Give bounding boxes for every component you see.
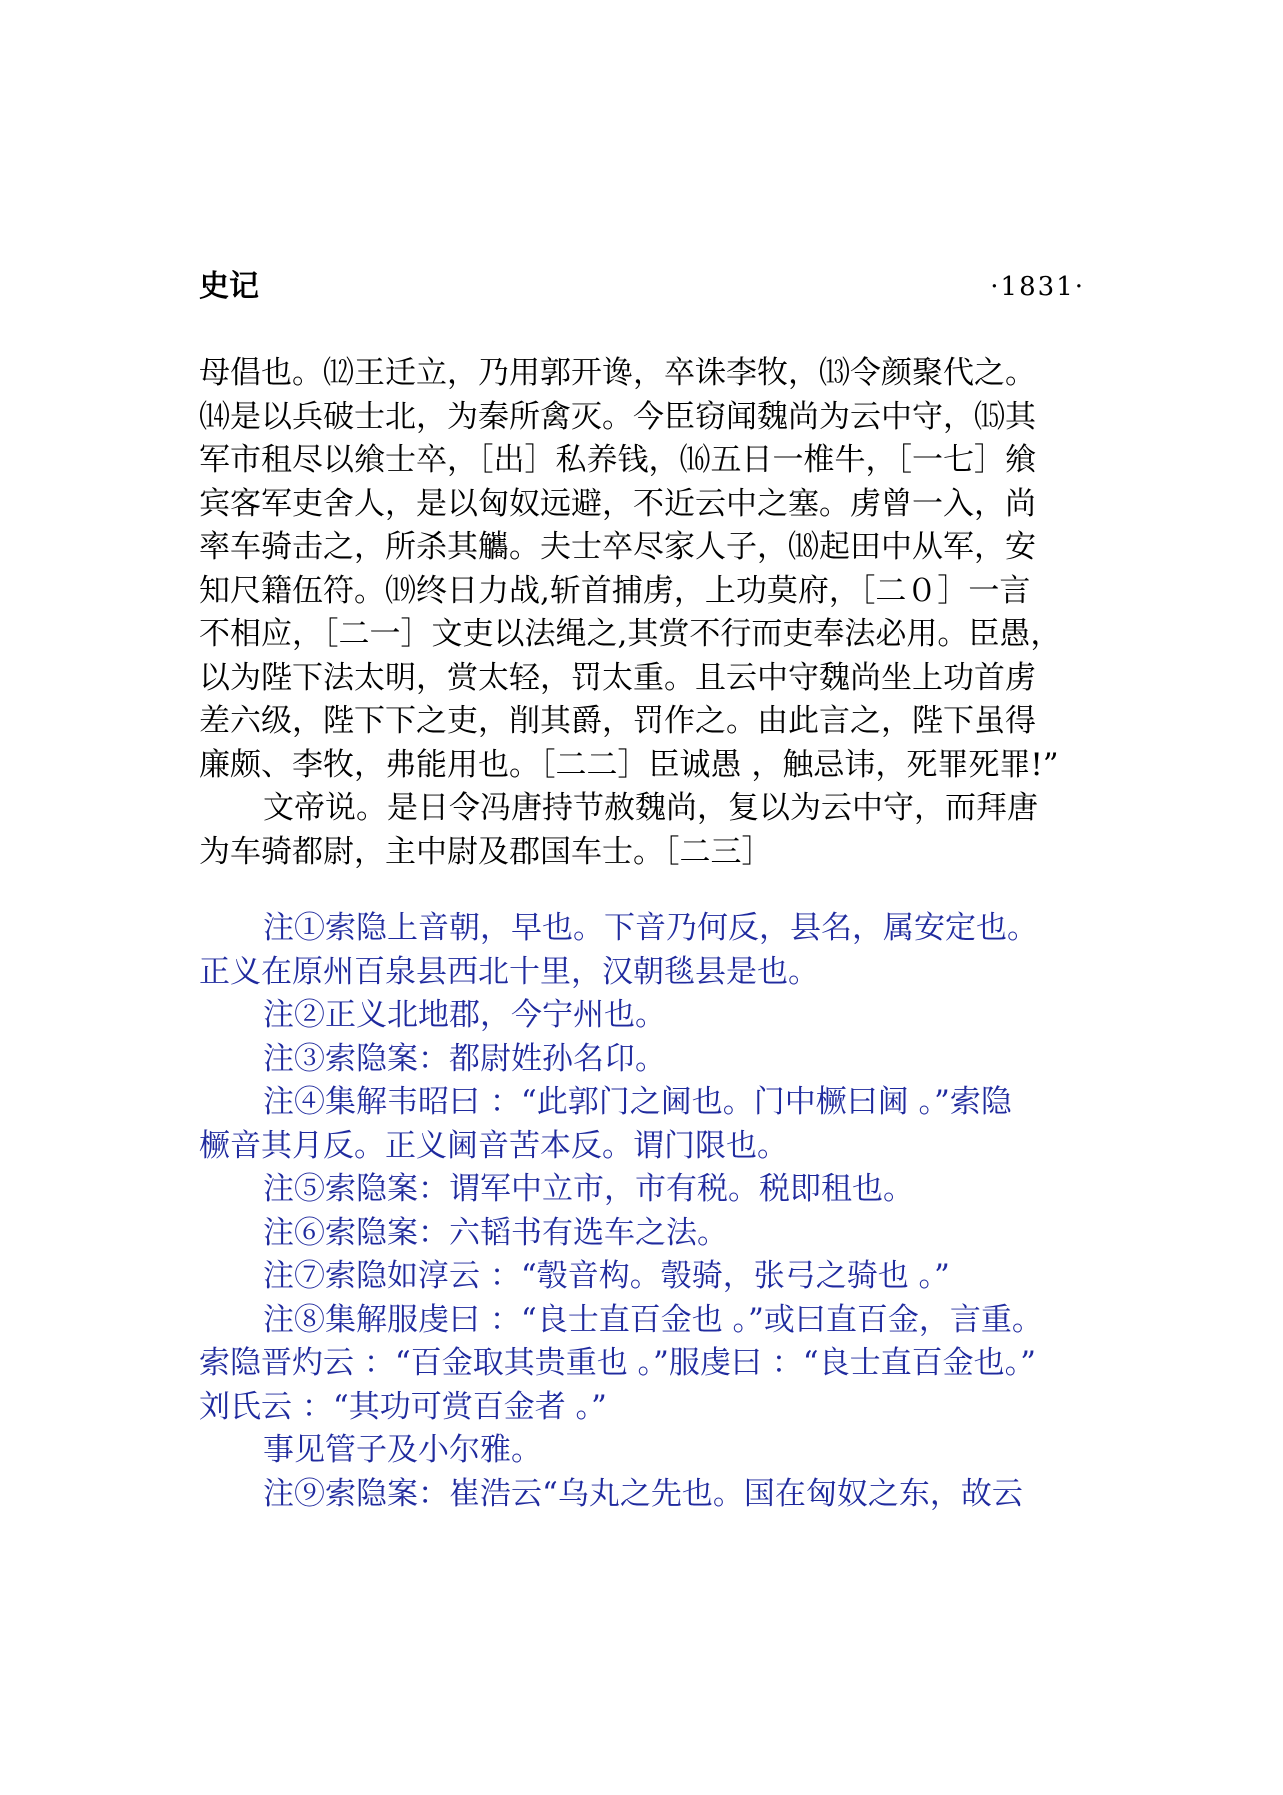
annotation-line: 注⑧集解服虔曰 ：“良士直百金也 。”或曰直百金，言重。 [263,1301,1043,1338]
annotation-line: 注③索隐案：都尉姓孙名卬。 [263,1040,666,1077]
annotation-line: 注①索隐上音朝，早也。下音乃何反，县名，属安定也。 [263,910,1038,946]
main-text-line: ⒁是以兵破士北，为秦所禽灭。今臣窃闻魏尚为云中守，⒂其 [199,398,1036,435]
main-text-line: 廉颇、李牧，弗能用也。［二二］臣诚愚 ，触忌讳，死罪死罪!” [199,746,1059,783]
main-text-line: 率车骑击之，所杀其觿。夫士卒尽家人子，⒅起田中从军，安 [199,529,1036,565]
annotation-line: 索隐晋灼云 ：“百金取其贵重也 。”服虔曰 ：“良士直百金也。” [199,1345,1036,1381]
annotation-line: 事见管子及小尔雅。 [263,1432,542,1468]
annotation-line: 橛音其月反。正义阃音苦本反。谓门限也。 [199,1127,788,1164]
annotation-line: 注⑥索隐案：六韬书有选车之法。 [263,1214,728,1251]
page-number: ·1831· [990,272,1085,302]
annotation-line: 正义在原州百泉县西北十里，汉朝毯县是也。 [199,953,819,990]
annotation-line: 注⑨索隐案：崔浩云“乌丸之先也。国在匈奴之东，故云 [263,1475,1023,1512]
main-text-line: 母倡也。⑿王迁立，乃用郭开谗，卒诛李牧，⒀令颜聚代之。 [199,355,1036,391]
page-header [199,265,1085,309]
main-text-line: 以为陛下法太明，赏太轻，罚太重。且云中守魏尚坐上功首虏 [199,659,1036,696]
main-text-line: 军市租尽以飨士卒，［出］私养钱，⒃五日一椎牛，［一七］飨 [199,442,1036,478]
annotation-line: 注⑦索隐如淳云 ：“彀音构。彀骑，张弓之骑也 。” [263,1258,950,1294]
annotation-line: 注④集解韦昭曰 ：“此郭门之阃也。门中橛曰阃 。”索隐 [263,1084,1012,1120]
annotations-section [199,907,1129,1516]
main-text-line: 宾客军吏舍人，是以匈奴远避，不近云中之塞。虏曾一入，尚 [199,485,1036,522]
book-title: 史记 [199,269,259,304]
annotation-line: 刘氏云 ：“其功可赏百金者 。” [199,1388,607,1425]
paragraph-line: 为车骑都尉，主中尉及郡国车士。［二三］ [199,833,773,870]
main-text-line: 不相应，［二一］文吏以法绳之,其赏不行而吏奉法必用。臣愚， [199,616,1062,652]
annotation-line: 注②正义北地郡，今宁州也。 [263,997,666,1033]
paragraph-line: 文帝说。是日令冯唐持节赦魏尚，复以为云中守，而拜唐 [263,790,1038,826]
main-text-body [199,352,1099,874]
annotation-line: 注⑤索隐案：谓军中立市，市有税。税即租也。 [263,1171,914,1207]
main-text-line: 知尺籍伍符。⒆终日力战,斩首捕虏，上功莫府，［二０］一言 [199,572,1031,609]
main-text-line: 差六级，陛下下之吏，削其爵，罚作之。由此言之，陛下虽得 [199,703,1036,739]
